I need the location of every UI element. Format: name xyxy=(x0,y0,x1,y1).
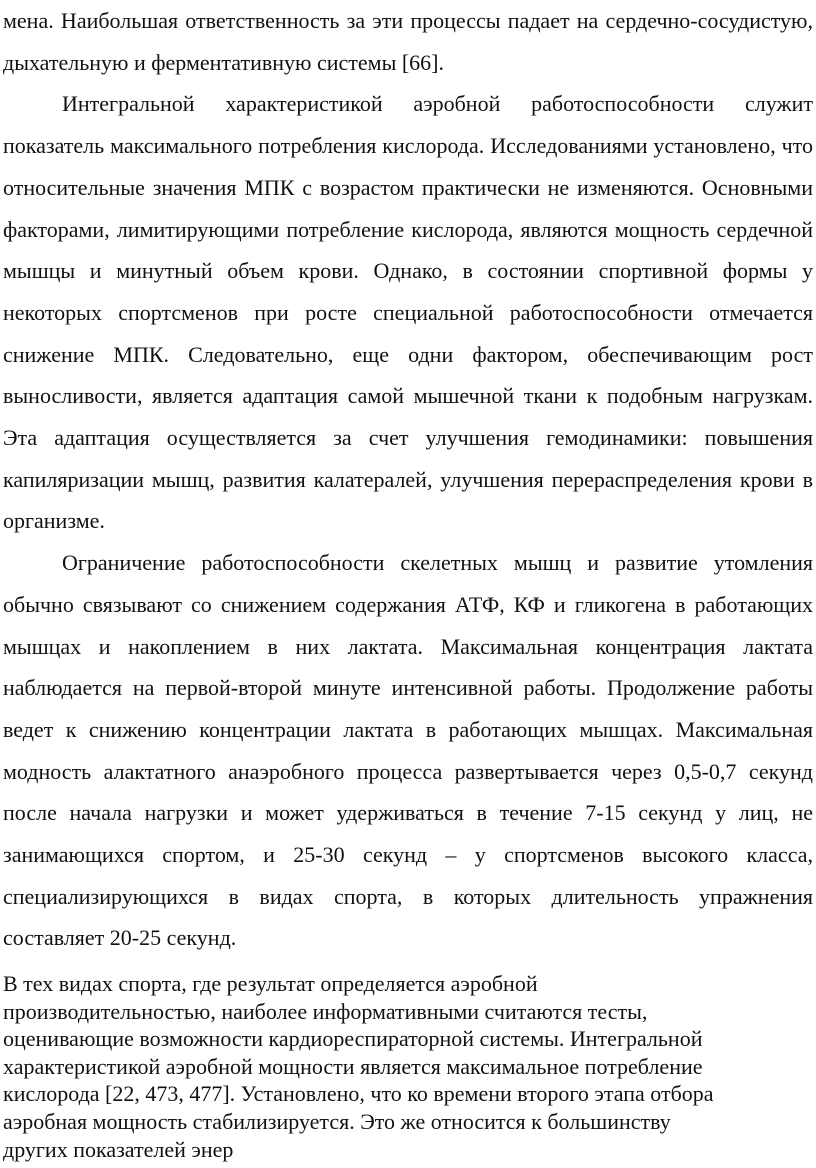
document-body xyxy=(3,0,813,959)
tail-line: аэробная мощность стабилизируется. Это же относится к большинству xyxy=(3,1108,671,1134)
tail-line: характеристикой аэробной мощности является максимальное потребление xyxy=(3,1053,703,1079)
paragraph-muscle-fatigue: Ограничение работоспособности скелетных мышц и развитие утомления обычно связывают со снижением содержания АТФ, КФ и гликогена в работающих мышцах и накоплением в них лактата. Максимальная концентрация лактата наблюдается на первой-второй минуте интенсивной работы. Продолжение работы ведет к снижению концентрации лактата в работающих мышцах. Максимальная модность алактатного анаэробного процесса развертывается через 0,5-0,7 секунд после начала нагрузки и может удерживаться в течение 7-15 секунд у лиц, не занимающихся спортом, и 25-30 секунд – у спортсменов высокого класса, специализирующихся в видах спорта, в которых длительность упражнения составляет 20-25 секунд. xyxy=(3,550,813,951)
tail-line: В тех видах спорта, где результат определяется аэробной xyxy=(3,971,538,996)
tail-line: производительностью, наиболее информативными считаются тесты, xyxy=(3,998,648,1024)
tail-line: кислорода [22, 473, 477]. Установлено, что ко времени второго этапа отбора xyxy=(3,1081,714,1107)
tail-line: других показателей энер xyxy=(3,1136,234,1162)
paragraph-continuation: мена. Наибольшая ответственность за эти процессы падает на сердечно-сосудистую, дыхательную и ферментативную системы [66]. xyxy=(3,8,813,75)
paragraph-aerobic-capacity: Интегральной характеристикой аэробной работоспособности служит показатель максимального потребления кислорода. Исследованиями установлено, что относительные значения МПК с возрастом практически не изменяются. Основными факторами, лимитирующими потребление кислорода, являются мощность сердечной мышцы и минутный объем крови. Однако, в состоянии спортивной формы у некоторых спортсменов при росте специальной работоспособности отмечается снижение МПК. Следовательно, еще одни фактором, обеспечивающим рост выносливости, является адаптация самой мышечной ткани к подобным нагрузкам. Эта адаптация осуществляется за счет улучшения гемодинамики: повышения капиляризации мышц, развития калатералей, улучшения перераспределения крови в организме. xyxy=(3,91,813,534)
tail-paragraph xyxy=(3,970,813,1163)
tail-line: оценивающие возможности кардиореспираторной системы. Интегральной xyxy=(3,1026,703,1052)
